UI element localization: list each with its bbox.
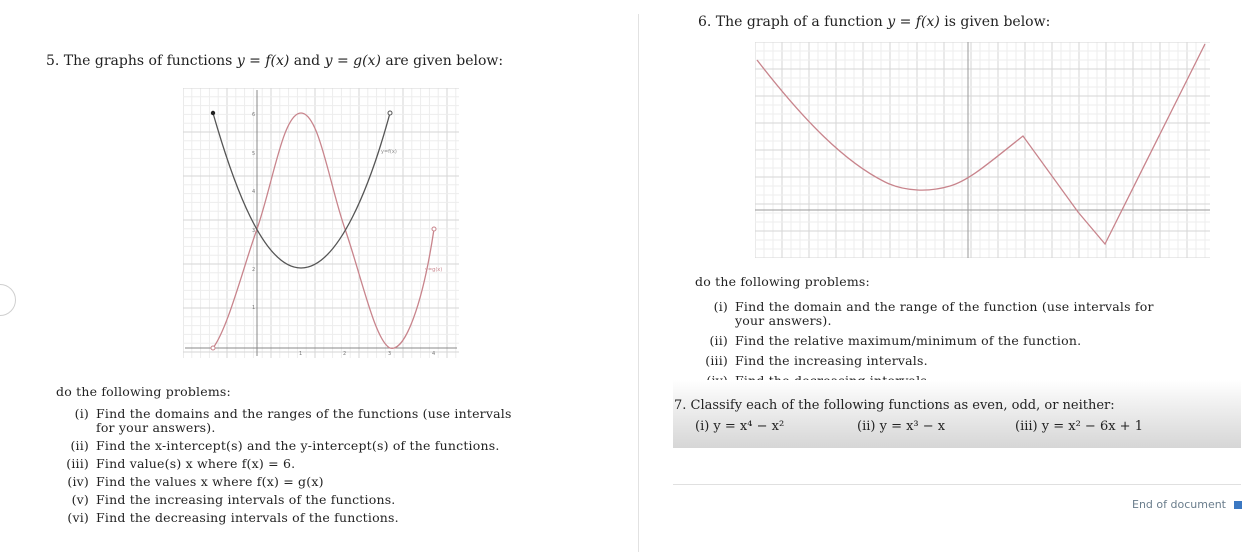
g-curve-label: y=g(x) bbox=[425, 267, 443, 273]
tick-label: 5 bbox=[252, 151, 256, 157]
end-of-document bbox=[1080, 498, 1242, 511]
problem-item: (vi) Find the decreasing intervals of the functions. bbox=[58, 511, 598, 525]
problem-item: (ii) Find the relative maximum/minimum of the function. bbox=[697, 334, 1242, 348]
end-marker-icon bbox=[1234, 501, 1242, 509]
q7-item: (iii) y = x² − 6x + 1 bbox=[1015, 419, 1143, 434]
q6-subhead: do the following problems: bbox=[695, 274, 870, 289]
q5-subhead: do the following problems: bbox=[56, 384, 231, 399]
scroll-handle[interactable] bbox=[0, 284, 16, 316]
tick-label: 1 bbox=[252, 305, 256, 311]
problem-item: (v) Find the increasing intervals of the functions. bbox=[58, 493, 598, 507]
q6-heading: 6. The graph of a function y = f(x) is given below: bbox=[698, 14, 1051, 30]
q7-highlight-band bbox=[673, 380, 1241, 448]
problem-item: (iii) Find value(s) x where f(x) = 6. bbox=[58, 457, 598, 471]
tick-label: 2 bbox=[252, 267, 256, 273]
tick-label: 4 bbox=[252, 189, 256, 195]
tick-label: 3 bbox=[252, 228, 256, 234]
tick-label: 1 bbox=[299, 351, 303, 357]
problem-number: (v) bbox=[71, 492, 89, 507]
right-page bbox=[640, 0, 1258, 552]
tick-label: 2 bbox=[343, 351, 347, 357]
footer-divider bbox=[673, 484, 1241, 485]
problem-number: (vi) bbox=[67, 510, 89, 525]
problem-number: (iv) bbox=[67, 474, 89, 489]
q7-heading: 7. Classify each of the following functions as even, odd, or neither: bbox=[674, 398, 1115, 413]
problem-number: (ii) bbox=[709, 333, 728, 348]
problem-number: (iii) bbox=[66, 456, 89, 471]
problem-item: (i) Find the domains and the ranges of the functions (use intervals for your answers). bbox=[58, 407, 598, 435]
problem-number: (i) bbox=[74, 406, 89, 421]
q7-item: (ii) y = x³ − x bbox=[857, 419, 946, 434]
tick-label: 4 bbox=[432, 351, 436, 357]
problem-item: (i) Find the domain and the range of the function (use intervals for your answers). bbox=[697, 300, 1242, 328]
problem-number: (i) bbox=[713, 299, 728, 314]
q6-problem-list bbox=[697, 300, 1242, 388]
q7-item: (i) y = x⁴ − x² bbox=[695, 419, 785, 434]
f-open-endpoint bbox=[211, 346, 215, 350]
problem-item: (iii) Find the increasing intervals. bbox=[697, 354, 1242, 368]
tick-label: 3 bbox=[388, 351, 392, 357]
g-closed-endpoint bbox=[211, 111, 215, 115]
problem-item: (iv) Find the values x where f(x) = g(x) bbox=[58, 475, 598, 489]
end-of-document-label: End of document bbox=[1132, 498, 1226, 511]
g-curve bbox=[213, 113, 390, 268]
problem-number: (iii) bbox=[705, 353, 728, 368]
f-curve-label: y=f(x) bbox=[381, 149, 397, 155]
tick-label: 6 bbox=[252, 112, 256, 118]
problem-number: (ii) bbox=[70, 438, 89, 453]
page-divider bbox=[638, 14, 639, 552]
g-open-endpoint bbox=[388, 111, 392, 115]
problem-item: (ii) Find the x-intercept(s) and the y-intercept(s) of the functions. bbox=[58, 439, 598, 453]
q5-heading: 5. The graphs of functions y = f(x) and y = g(x) are given below: bbox=[46, 53, 504, 69]
f-open-endpoint bbox=[432, 227, 436, 231]
f-curve bbox=[757, 44, 1205, 244]
q5-problem-list bbox=[58, 407, 598, 525]
q5-graph bbox=[183, 88, 459, 358]
q6-graph bbox=[755, 42, 1210, 258]
